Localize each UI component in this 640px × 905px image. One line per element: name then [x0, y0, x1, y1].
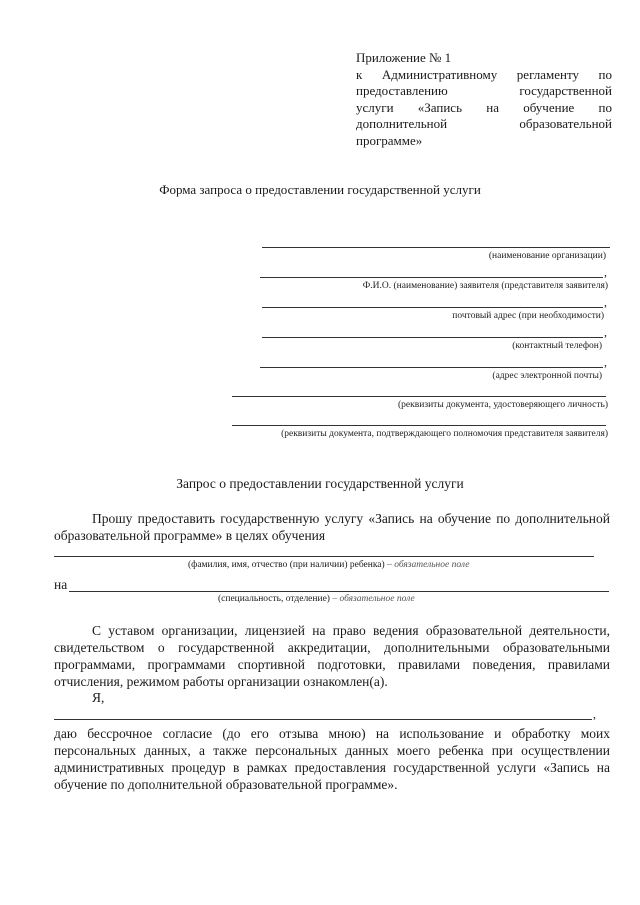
appendix-line: дополнительной образовательной	[356, 116, 612, 131]
appendix-line: программе»	[356, 132, 423, 148]
appendix-header	[356, 50, 612, 149]
specialty-caption-text: (специальность, отделение)	[218, 594, 330, 604]
child-caption-text: (фамилия, имя, отчество (при наличии) ребенка)	[188, 560, 385, 570]
charter-paragraph-text: С уставом организации, лицензией на право ведения образовательной деятельности, свидетельством о государственной аккредитации, дополнительными образовательными программами, программами спортивной подготовки, правилами поведения, правилами отчисления, режимом работы организации ознакомлен(а).	[54, 623, 610, 689]
required-mark: – обязательное поле	[387, 560, 470, 570]
field-line-organization[interactable]	[262, 247, 610, 248]
specialty-prefix: на	[54, 577, 68, 592]
field-line-child-name[interactable]	[54, 556, 594, 557]
consent-prefix: Я,	[92, 690, 105, 705]
field-line-postal-address[interactable]	[262, 307, 603, 308]
field-line-specialty[interactable]	[69, 591, 609, 592]
appendix-line: к Административному регламенту по	[356, 66, 612, 82]
field-line-applicant-name[interactable]	[260, 277, 603, 278]
field-caption-specialty	[218, 594, 415, 604]
field-comma: ,	[593, 707, 596, 721]
request-title: Запрос о предоставлении государственной услуги	[176, 476, 464, 491]
field-caption-postal-address: почтовый адрес (при необходимости)	[452, 311, 604, 321]
appendix-number: Приложение № 1	[356, 50, 452, 65]
field-caption-applicant-name: Ф.И.О. (наименование) заявителя (представителя заявителя)	[362, 281, 608, 291]
field-caption-organization: (наименование организации)	[488, 251, 606, 261]
field-caption-child-name	[188, 560, 469, 570]
request-paragraph	[54, 510, 610, 544]
field-comma: ,	[604, 355, 607, 369]
field-line-authority-document[interactable]	[232, 425, 606, 426]
request-paragraph-text: Прошу предоставить государственную услугу «Запись на обучение по дополнительной образовательной программе» в целях обучения	[54, 511, 610, 543]
consent-paragraph: даю бессрочное согласие (до его отзыва мною) на использование и обработку моих персональных данных, а также персональных данных моего ребенка при осуществлении административных процедур в рамках предоставления государственной услуги «Запись на обучение по дополнительной образовательной программе».	[54, 726, 610, 792]
field-line-identity-document[interactable]	[232, 396, 606, 397]
field-caption-identity-document: (реквизиты документа, удостоверяющего личность)	[398, 400, 608, 410]
appendix-line: предоставлению государственной	[356, 83, 612, 98]
form-title: Форма запроса о предоставлении государственной услуги	[159, 182, 481, 197]
charter-paragraph	[54, 622, 610, 690]
field-caption-authority-document: (реквизиты документа, подтверждающего полномочия представителя заявителя)	[281, 429, 608, 439]
appendix-line: услуги «Запись на обучение по	[356, 99, 612, 115]
field-comma: ,	[604, 265, 607, 279]
field-comma: ,	[604, 295, 607, 309]
field-line-phone[interactable]	[262, 337, 603, 338]
field-caption-phone: (контактный телефон)	[512, 341, 602, 351]
field-line-consent-name[interactable]	[54, 719, 592, 720]
field-line-email[interactable]	[260, 367, 603, 368]
field-caption-email: (адрес электронной почты)	[492, 371, 602, 381]
field-comma: ,	[604, 325, 607, 339]
required-mark: – обязательное поле	[332, 594, 415, 604]
